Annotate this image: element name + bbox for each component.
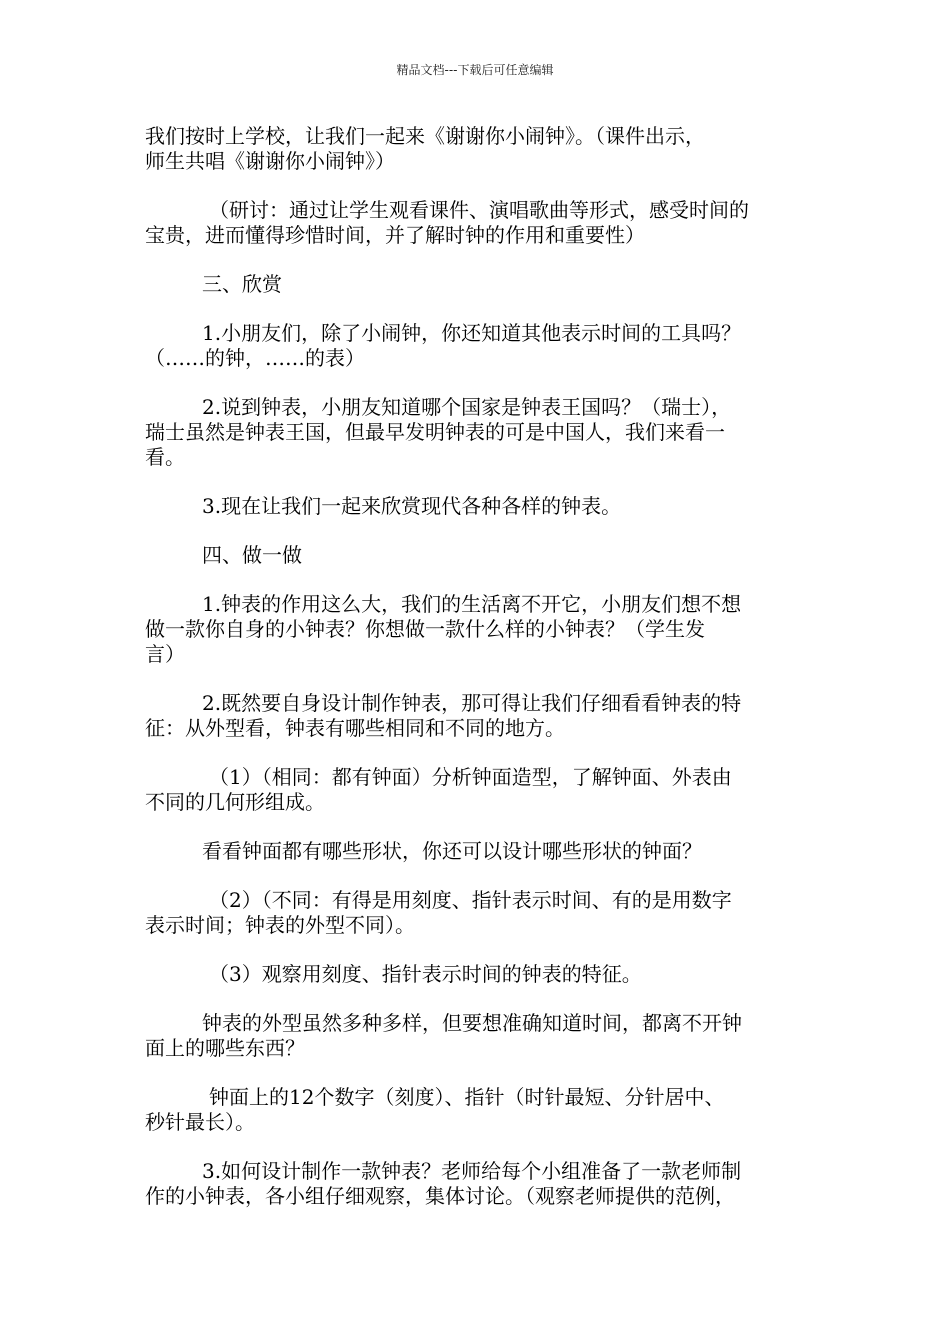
paragraph	[145, 691, 810, 741]
text-line: 钟面上的12个数字（刻度）、指针（时针最短、分针居中、	[209, 1085, 725, 1109]
text-line: （1）（相同：都有钟面）分析钟面造型，了解钟面、外表由	[209, 765, 732, 789]
paragraph	[145, 1085, 810, 1135]
text-line: 看看钟面都有哪些形状，你还可以设计哪些形状的钟面？	[202, 839, 702, 863]
text-line: 钟表的外型虽然多种多样，但要想准确知道时间，都离不开钟	[202, 1011, 742, 1035]
page-header: 精品文档---下载后可任意编辑	[396, 63, 554, 77]
text-line: 1.钟表的作用这么大，我们的生活离不开它，小朋友们想不想	[202, 592, 742, 616]
paragraph	[145, 592, 810, 667]
text-line: 师生共唱《谢谢你小闹钟》）	[145, 149, 395, 173]
section-heading	[145, 272, 810, 297]
text-line: 不同的几何形组成。	[145, 790, 325, 814]
text-line: 三、欣赏	[202, 272, 282, 296]
text-line: 做一款你自身的小钟表？你想做一款什么样的小钟表？（学生发	[145, 617, 705, 641]
section-heading	[145, 543, 810, 568]
text-line: 1.小朋友们，除了小闹钟，你还知道其他表示时间的工具吗？	[202, 321, 742, 345]
paragraph	[145, 124, 810, 174]
paragraph	[145, 962, 810, 987]
paragraph	[145, 765, 810, 815]
text-line: 2.说到钟表，小朋友知道哪个国家是钟表王国吗？（瑞士），	[202, 395, 732, 419]
text-line: 3.如何设计制作一款钟表？老师给每个小组准备了一款老师制	[202, 1159, 742, 1183]
text-line: 面上的哪些东西？	[145, 1036, 305, 1060]
text-line: 宝贵，进而懂得珍惜时间，并了解时钟的作用和重要性）	[145, 223, 645, 247]
text-line: （2）（不同：有得是用刻度、指针表示时间、有的是用数字	[209, 888, 732, 912]
text-line: 瑞士虽然是钟表王国，但最早发明钟表的可是中国人，我们来看一	[145, 420, 725, 444]
text-line: 3.现在让我们一起来欣赏现代各种各样的钟表。	[202, 494, 622, 518]
text-line: 四、做一做	[202, 543, 302, 567]
text-line: 言）	[145, 642, 185, 666]
text-line: （3）观察用刻度、指针表示时间的钟表的特征。	[209, 962, 642, 986]
text-line: 我们按时上学校，让我们一起来《谢谢你小闹钟》。（课件出示，	[145, 124, 705, 148]
text-line: 2.既然要自身设计制作钟表，那可得让我们仔细看看钟表的特	[202, 691, 742, 715]
text-line: 表示时间；钟表的外型不同）。	[145, 913, 415, 937]
text-line: 秒针最长）。	[145, 1110, 255, 1134]
paragraph	[145, 321, 810, 371]
text-line: （……的钟，……的表）	[145, 346, 365, 370]
paragraph	[145, 494, 810, 519]
text-line: （研讨：通过让学生观看课件、演唱歌曲等形式，感受时间的	[209, 198, 749, 222]
text-line: 征：从外型看，钟表有哪些相同和不同的地方。	[145, 716, 565, 740]
paragraph	[145, 839, 810, 864]
text-line: 作的小钟表，各小组仔细观察，集体讨论。（观察老师提供的范例，	[145, 1184, 735, 1208]
paragraph	[145, 1011, 810, 1061]
paragraph	[145, 1159, 810, 1209]
text-line: 看。	[145, 445, 185, 469]
paragraph	[145, 888, 810, 938]
paragraph	[145, 395, 810, 470]
document-body	[145, 124, 810, 1233]
paragraph	[145, 198, 810, 248]
